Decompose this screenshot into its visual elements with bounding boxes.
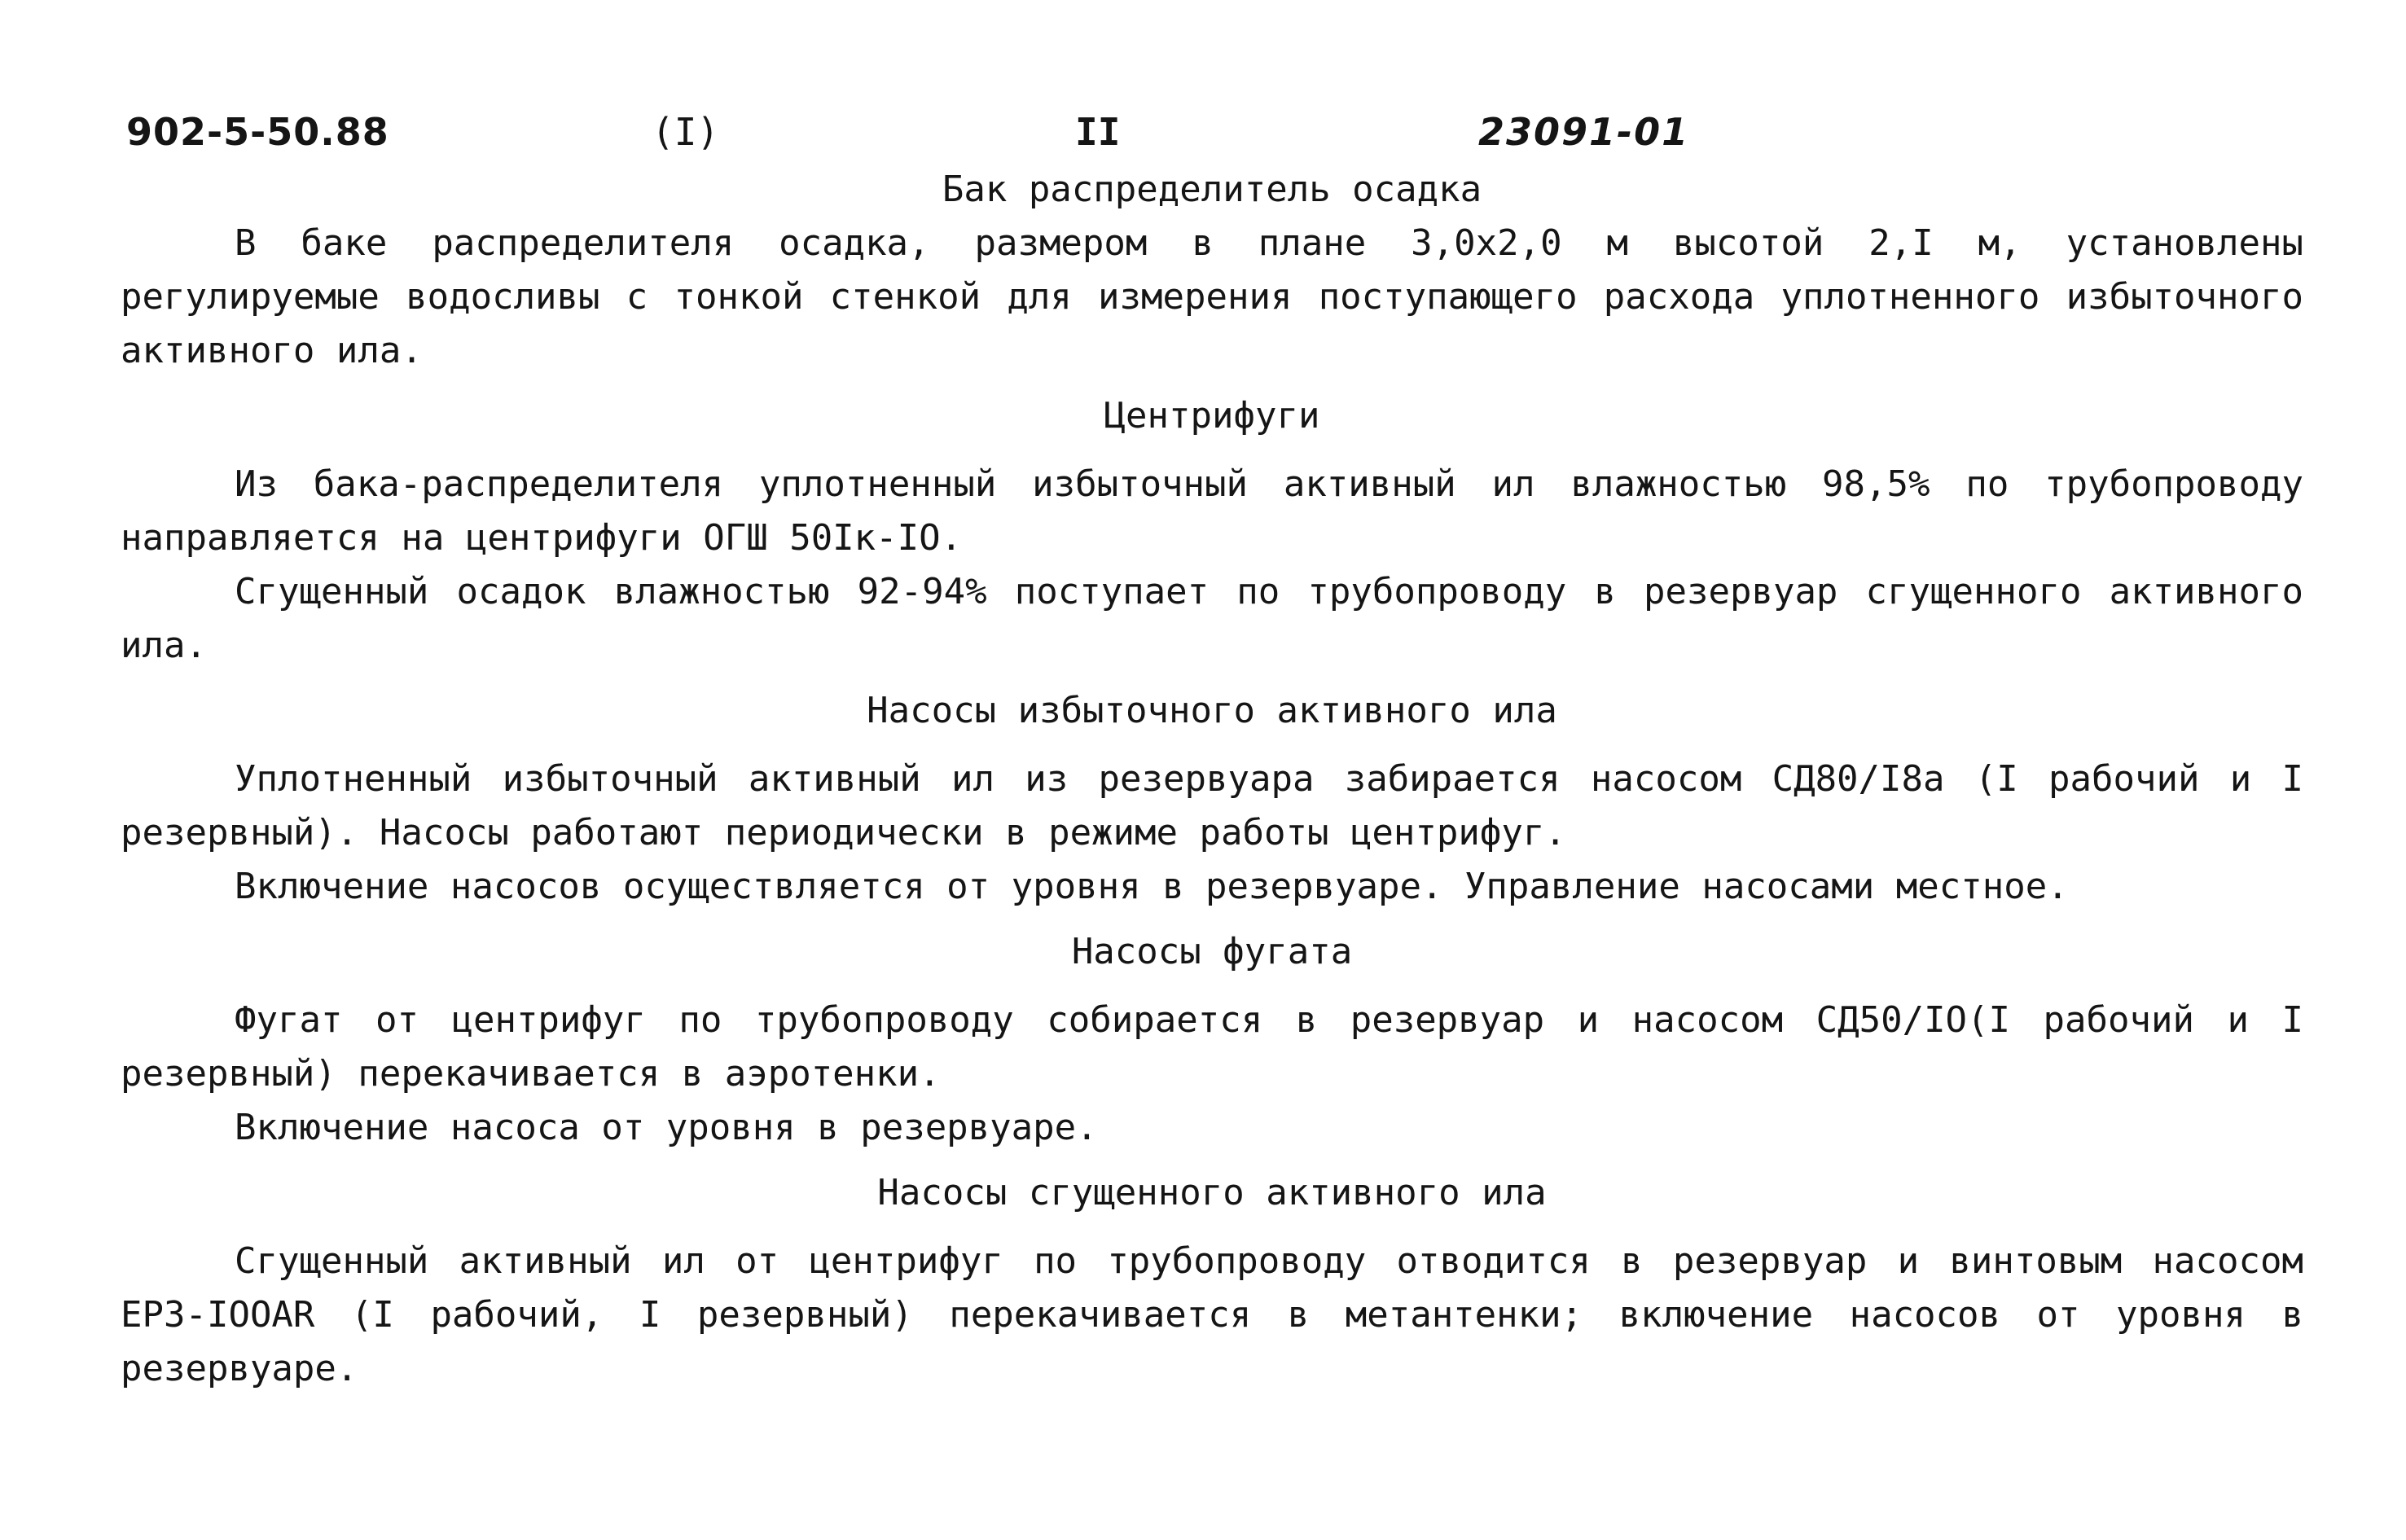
section-title: Насосы сгущенного активного ила — [877, 1172, 1547, 1213]
section-title: Насосы фугата — [1071, 931, 1353, 972]
section-title: Бак распределитель осадка — [942, 169, 1482, 210]
document-code: 902-5-50.88 — [126, 110, 389, 154]
section-centrifuges — [121, 389, 2303, 673]
section-title: Центрифуги — [1104, 395, 1320, 437]
section-title: Насосы избыточного активного ила — [867, 690, 1557, 731]
paragraph: Включение насосов осуществляется от уровня в резервуаре. Управление насосами местное. — [235, 866, 2069, 907]
paragraph: В баке распределителя осадка, размером в плане 3,0х2,0 м высотой 2,I м, установлены регулируемые водосливы с тонкой стенкой для измерения поступающего расхода уплотненного избыточного активного ила. — [121, 222, 2303, 371]
inventory-stamp: 23091-01 — [1478, 110, 1690, 154]
album-number: (I) — [652, 110, 720, 154]
section-thickened-sludge-pumps — [121, 1166, 2303, 1396]
paragraph: Из бака-распределителя уплотненный избыточный активный ил влажностью 98,5% по трубопроводу направляется на центрифуги ОГШ 50Iк-IO. — [121, 463, 2303, 559]
section-tank — [121, 163, 2303, 378]
document-body — [121, 163, 2303, 1396]
section-excess-sludge-pumps — [121, 684, 2303, 914]
page-mark: II — [1075, 110, 1121, 154]
paragraph: Фугат от центрифуг по трубопроводу собирается в резервуар и насосом СД50/IO(I рабочий и I резервный) перекачивается в аэротенки. — [121, 999, 2303, 1095]
paragraph: Включение насоса от уровня в резервуаре. — [235, 1107, 1098, 1148]
section-fugate-pumps — [121, 925, 2303, 1155]
paragraph: Сгущенный активный ил от центрифуг по трубопроводу отводится в резервуар и винтовым насосом ЕРЗ-IOOAR (I рабочий, I резервный) перекачивается в метантенки; включение насосов от уровня в резервуаре. — [121, 1240, 2303, 1389]
paragraph: Сгущенный осадок влажностью 92-94% поступает по трубопроводу в резервуар сгущенного активного ила. — [121, 571, 2303, 666]
page-header — [0, 110, 2406, 167]
paragraph: Уплотненный избыточный активный ил из резервуара забирается насосом СД80/I8а (I рабочий и I резервный). Насосы работают периодически в режиме работы центрифуг. — [121, 758, 2303, 853]
